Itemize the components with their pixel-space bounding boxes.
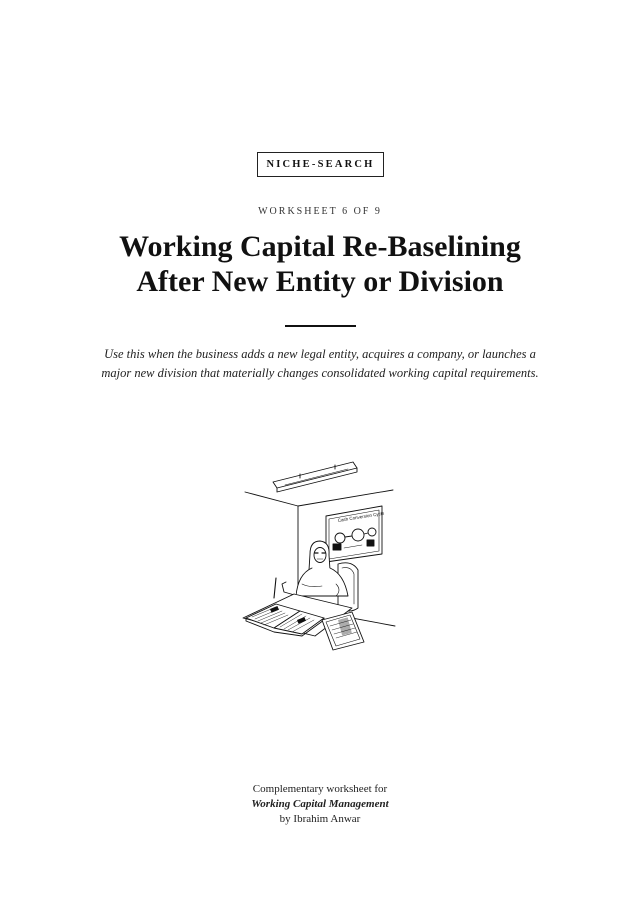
- brand-label: NICHE-SEARCH: [266, 159, 375, 170]
- svg-text:Cash Conversion Cycle: Cash Conversion Cycle: [337, 510, 385, 523]
- title-line-1: Working Capital Re-Baselining: [119, 230, 521, 263]
- office-illustration: [240, 458, 400, 654]
- title-line-2: After New Entity or Division: [136, 265, 504, 298]
- title-divider: [285, 325, 356, 327]
- attribution: [0, 782, 640, 827]
- cash-cycle-poster-icon: [326, 506, 385, 562]
- worksheet-number: WORKSHEET 6 OF 9: [258, 206, 382, 217]
- book-title: Working Capital Management: [251, 798, 389, 810]
- worksheet-description: Use this when the business adds a new legal entity, acquires a company, or launches a major new division that materially changes consolidated working capital requirements.: [101, 347, 539, 380]
- author-line: by Ibrahim Anwar: [279, 813, 361, 825]
- ceiling-light-icon: [273, 462, 357, 492]
- page-title: [40, 229, 600, 299]
- brand-badge: [257, 152, 384, 177]
- footer-intro: Complementary worksheet for: [252, 783, 388, 795]
